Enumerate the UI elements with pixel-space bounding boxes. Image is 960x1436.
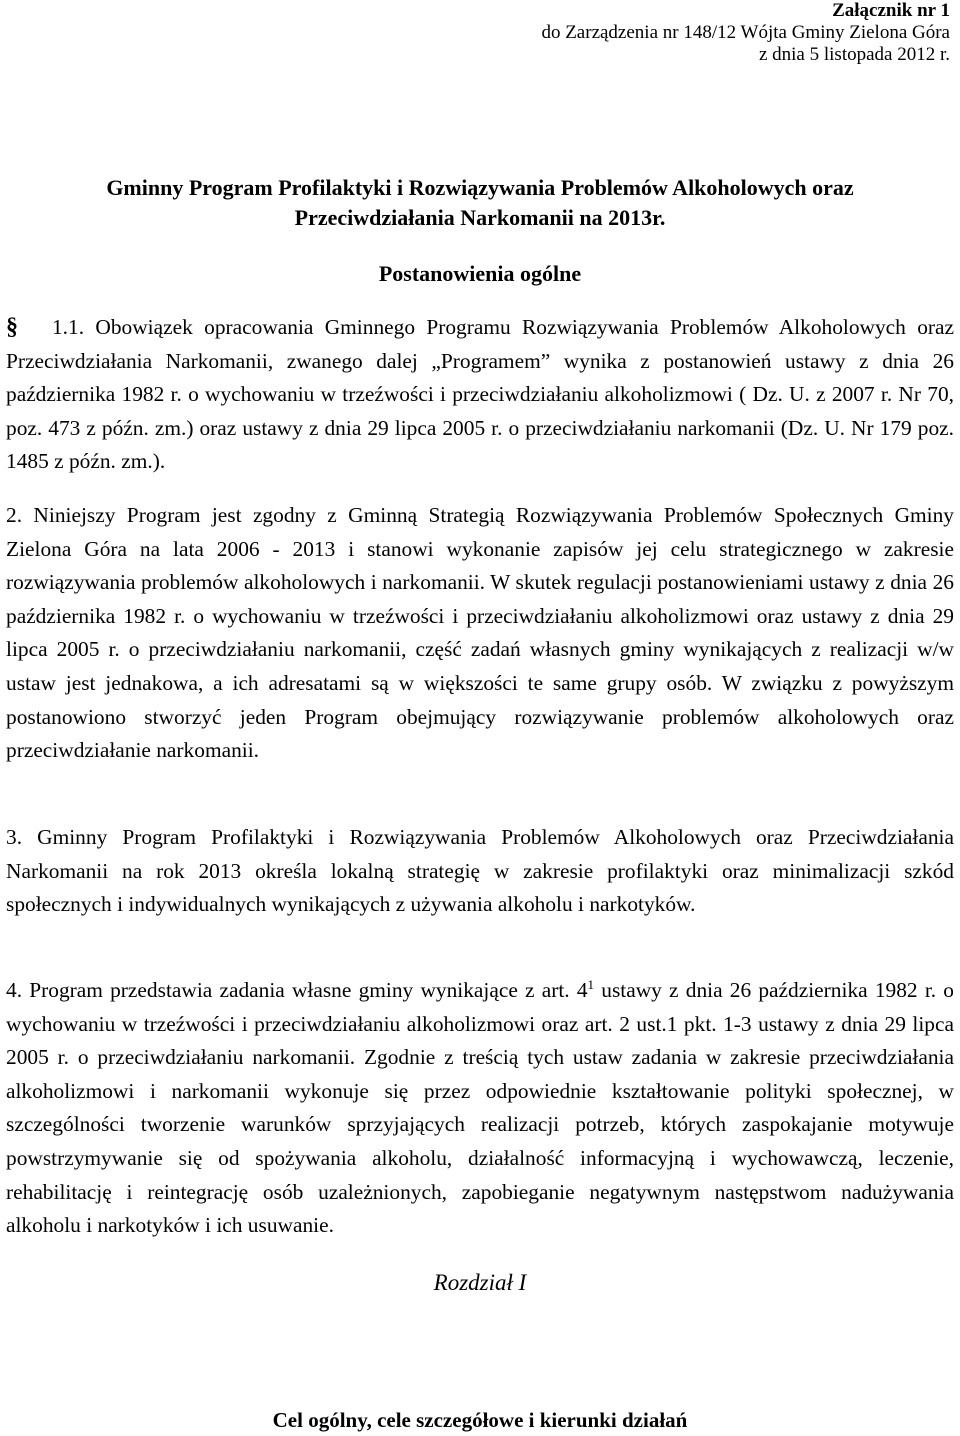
attachment-number: Załącznik nr 1 (832, 0, 950, 21)
paragraph-1-text: 1.1. Obowiązek opracowania Gminnego Programu Rozwiązywania Problemów Alkoholowych oraz Przeciwdziałania Narkomanii, zwanego dalej „Programem” wynika z postanowień ustawy z dnia 26 października 1982 r. o wychowaniu w trzeźwości i przeciwdziałaniu alkoholizmowi ( Dz. U. z 2007 r. Nr 70, poz. 473 z późn. zm.) oraz ustawy z dnia 29 lipca 2005 r. o przeciwdziałaniu narkomanii (Dz. U. Nr 179 poz. 1485 z późn. zm.). (6, 315, 955, 474)
paragraph-4-text-b: ustawy z dnia 26 października 1982 r. o wychowaniu w trzeźwości i przeciwdziałaniu alkoholizmowi oraz art. 2 ust.1 pkt. 1-3 ustawy z dnia 29 lipca 2005 r. o przeciwdziałaniu narkomanii. Zgodnie z treścią tych ustaw zadania w zakresie przeciwdziałania alkoholizmowi i narkomanii wykonuje się przez odpowiednie kształtowanie polityki społecznej, w szczególności tworzenie warunków sprzyjających realizacji potrzeb, których zaspokajanie motywuje powstrzymywanie się od spożywania alkoholu, działalność informacyjną i wychowawczą, leczenie, rehabilitację i reintegrację osób uzależnionych, zapobieganie negatywnym następstwom nadużywania alkoholu i narkotyków i ich usuwanie. (6, 978, 954, 1238)
ordinance-date: z dnia 5 listopada 2012 r. (758, 44, 950, 65)
superscript: 1 (587, 976, 595, 992)
paragraph-1 (6, 311, 954, 479)
section-subtitle: Postanowienia ogólne (378, 261, 582, 286)
title-line-1: Gminny Program Profilaktyki i Rozwiązywania Problemów Alkoholowych oraz (106, 175, 854, 200)
paragraph-4-text-a: 4. Program przedstawia zadania własne gminy wynikające z art. 4 (6, 978, 588, 1002)
paragraph-4 (6, 974, 954, 1243)
document-title (0, 173, 960, 233)
ordinance-reference: do Zarządzenia nr 148/12 Wójta Gminy Zielona Góra (541, 22, 950, 43)
chapter-label: Rozdział I (433, 1270, 527, 1295)
chapter-heading: Cel ogólny, cele szczegółowe i kierunki działań (272, 1408, 688, 1432)
section-symbol: § (6, 314, 18, 340)
paragraph-3: 3. Gminny Program Profilaktyki i Rozwiązywania Problemów Alkoholowych oraz Przeciwdziałania Narkomanii na rok 2013 określa lokalną strategię w zakresie profilaktyki oraz minimalizacji szkód społecznych i indywidualnych wynikających z używania alkoholu i narkotyków. (6, 825, 954, 917)
paragraph-2: 2. Niniejszy Program jest zgodny z Gminną Strategią Rozwiązywania Problemów Społecznych Gminy Zielona Góra na lata 2006 - 2013 i stanowi wykonanie zapisów jej celu strategicznego w zakresie rozwiązywania problemów alkoholowych i narkomanii. W skutek regulacji postanowieniami ustawy z dnia 26 października 1982 r. o wychowaniu w trzeźwości i przeciwdziałaniu alkoholizmowi oraz ustawy z dnia 29 lipca 2005 r. o przeciwdziałaniu narkomanii, część zadań własnych gminy wynikających z realizacji w/w ustaw jest jednakowa, a ich adresatami są w większości te same grupy osób. W związku z powyższym postanowiono stworzyć jeden Program obejmujący rozwiązywanie problemów alkoholowych oraz przeciwdziałanie narkomanii. (6, 503, 954, 763)
title-line-2: Przeciwdziałania Narkomanii na 2013r. (294, 205, 666, 230)
attachment-header (541, 0, 950, 66)
